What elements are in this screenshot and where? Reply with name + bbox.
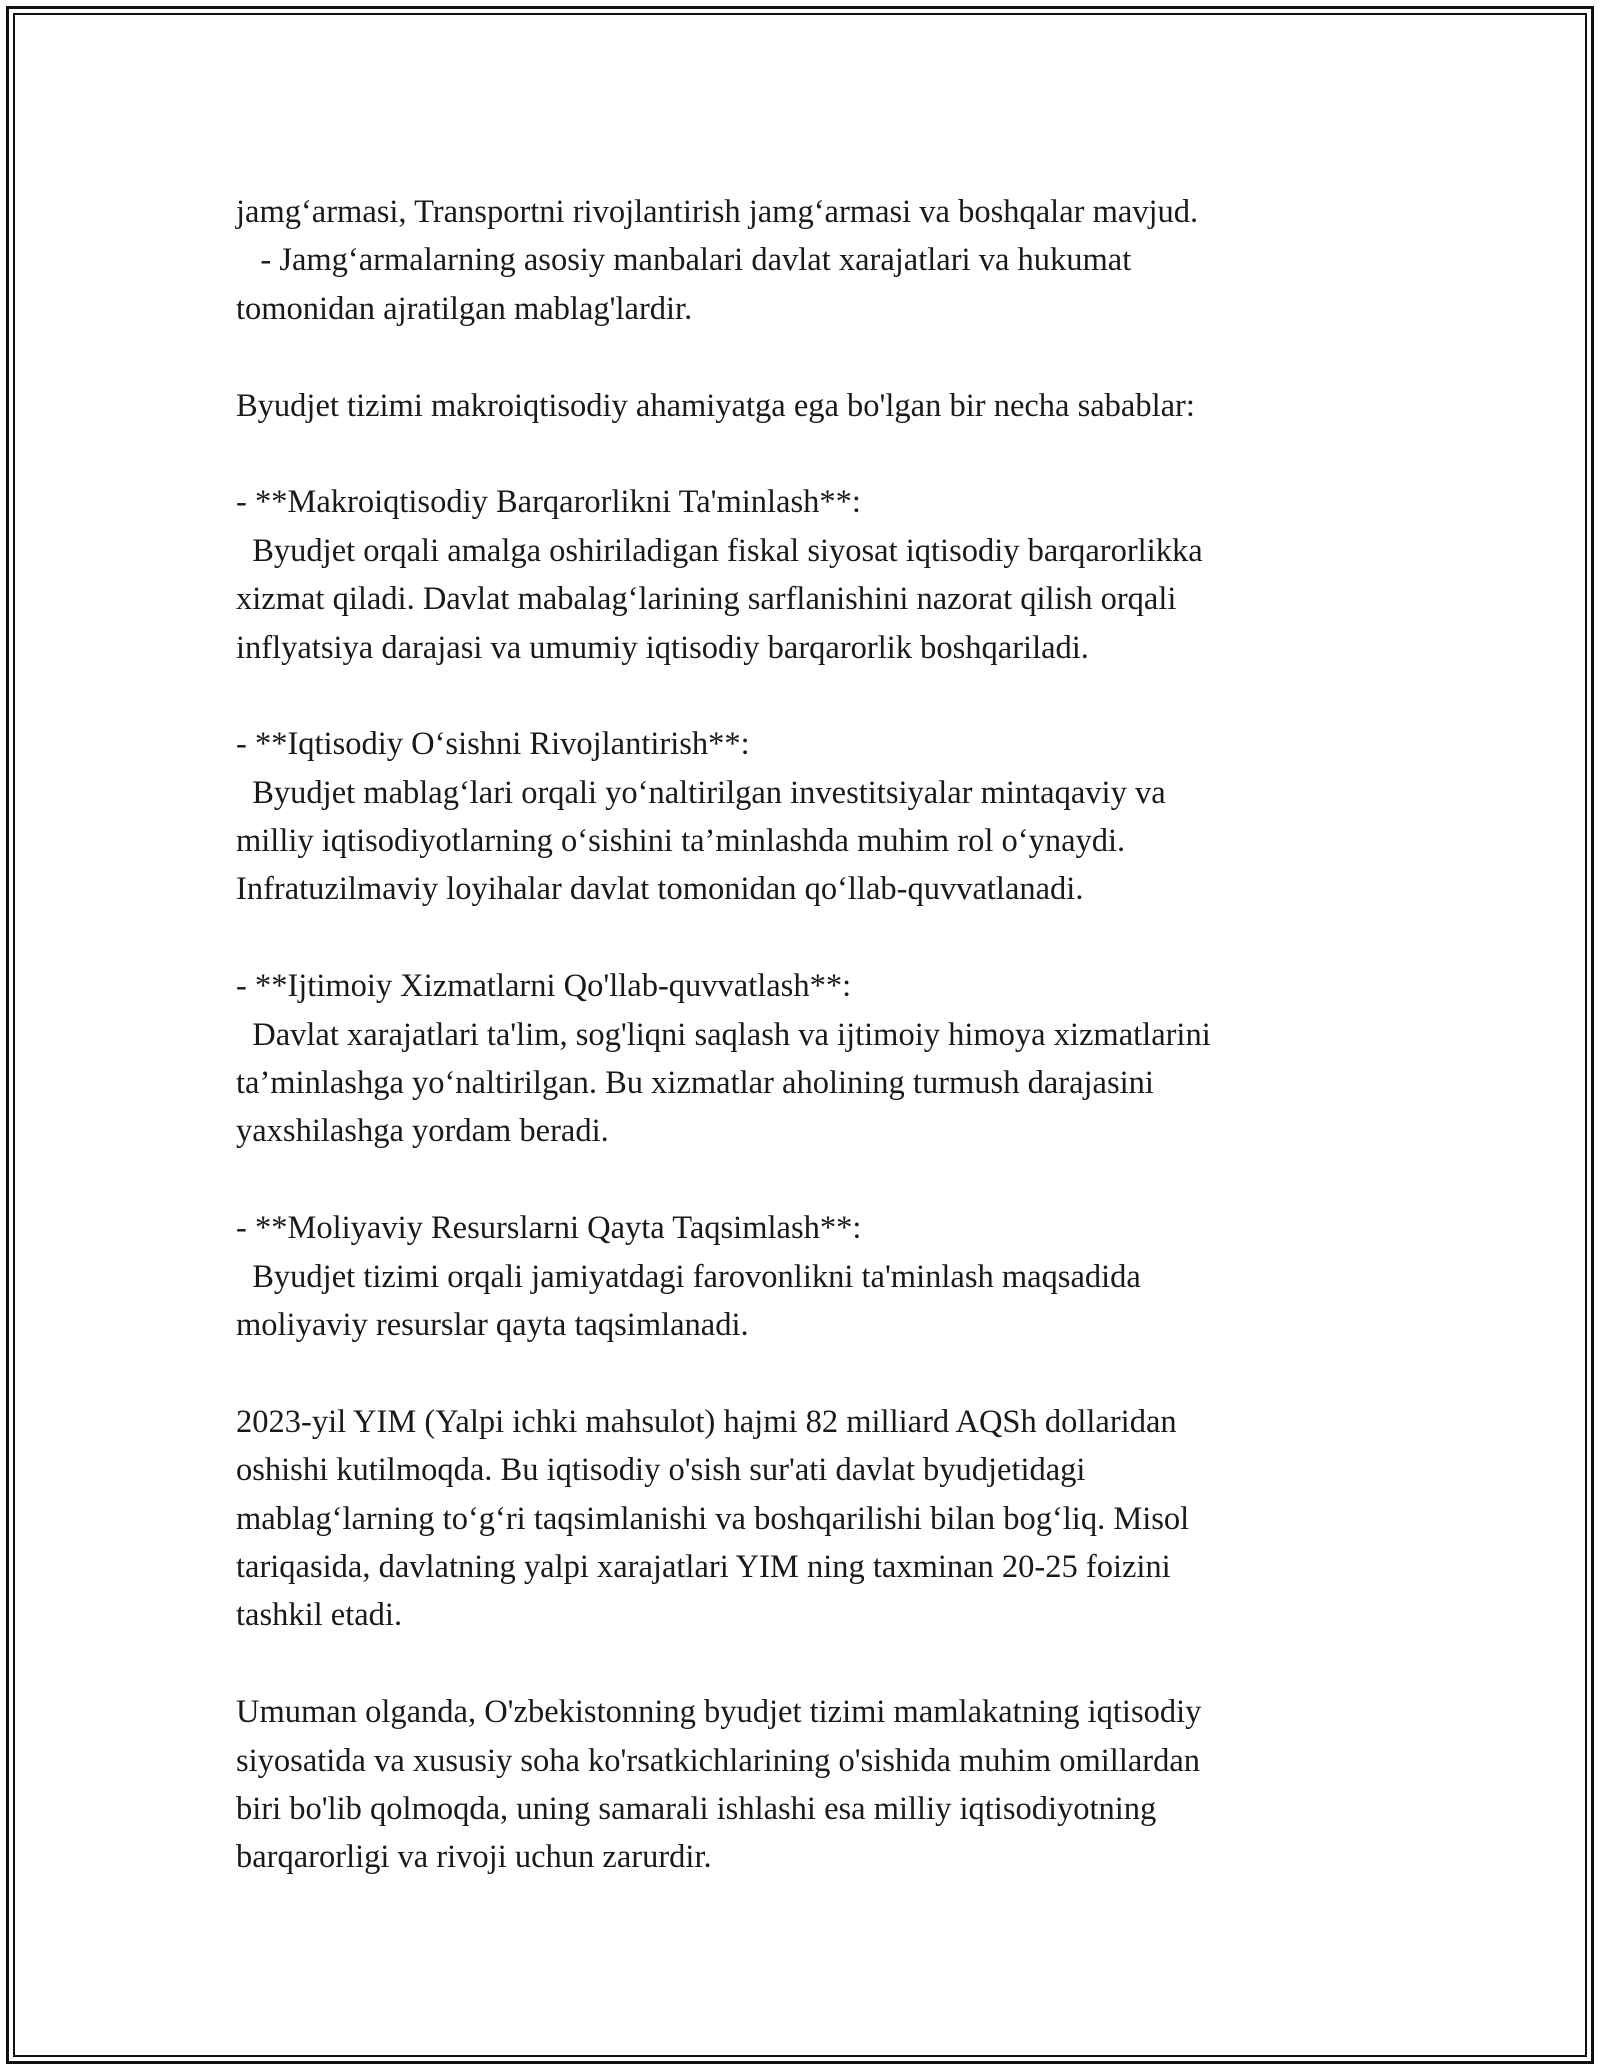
paragraph-spacer — [236, 1640, 1366, 1688]
section-economic-growth — [236, 720, 1366, 914]
paragraph-spacer — [236, 430, 1366, 478]
text-line: inflyatsiya darajasi va umumiy iqtisodiy barqarorlik boshqariladi. — [236, 629, 1089, 666]
paragraph-spacer — [236, 1349, 1366, 1397]
text-line: tomonidan ajratilgan mablag'lardir. — [236, 290, 693, 327]
paragraph-spacer — [236, 1156, 1366, 1204]
section-heading: - **Moliyaviy Resurslarni Qayta Taqsimlash**: — [236, 1210, 862, 1247]
text-line: yaxshilashga yordam beradi. — [236, 1113, 609, 1150]
text-line: Byudjet tizimi orqali jamiyatdagi farovonlikni ta'minlash maqsadida — [236, 1258, 1141, 1295]
text-line: oshishi kutilmoqda. Bu iqtisodiy o'sish sur'ati davlat byudjetidagi — [236, 1452, 1086, 1489]
section-heading: - **Iqtisodiy O‘sishni Rivojlantirish**: — [236, 726, 750, 763]
text-line: jamg‘armasi, Transportni rivojlantirish jamg‘armasi va boshqalar mavjud. — [236, 194, 1199, 230]
section-resource-redistribution — [236, 1204, 1366, 1349]
text-line: mablag‘larning to‘g‘ri taqsimlanishi va boshqarilishi bilan bog‘liq. Misol — [236, 1500, 1190, 1537]
text-line: tashkil etadi. — [236, 1597, 403, 1634]
text-line: Infratuzilmaviy loyihalar davlat tomonidan qo‘llab-quvvatlanadi. — [236, 871, 1084, 908]
section-macro-stability — [236, 478, 1366, 672]
section-social-services — [236, 962, 1366, 1156]
document-body — [236, 188, 1366, 1882]
text-line: barqarorligi va rivoji uchun zarurdir. — [236, 1839, 712, 1876]
text-line: tariqasida, davlatning yalpi xarajatlari YIM ning taxminan 20-25 foizini — [236, 1548, 1171, 1585]
conclusion-paragraph — [236, 1688, 1366, 1882]
gdp-paragraph — [236, 1398, 1366, 1640]
text-line: Umuman olganda, O'zbekistonning byudjet tizimi mamlakatning iqtisodiy — [236, 1694, 1202, 1731]
text-line: Byudjet orqali amalga oshiriladigan fiskal siyosat iqtisodiy barqarorlikka — [236, 532, 1203, 569]
text-line: Byudjet mablag‘lari orqali yo‘naltirilgan investitsiyalar mintaqaviy va — [236, 774, 1166, 811]
text-line: siyosatida va xususiy soha ko'rsatkichlarining o'sishida muhim omillardan — [236, 1742, 1201, 1779]
paragraph-spacer — [236, 672, 1366, 720]
section-heading: - **Ijtimoiy Xizmatlarni Qo'llab-quvvatlash**: — [236, 968, 852, 1005]
text-line: ta’minlashga yo‘naltirilgan. Bu xizmatlar aholining turmush darajasini — [236, 1065, 1154, 1102]
reasons-heading: Byudjet tizimi makroiqtisodiy ahamiyatga ega bo'lgan bir necha sabablar: — [236, 387, 1195, 424]
text-line: moliyaviy resurslar qayta taqsimlanadi. — [236, 1306, 749, 1343]
text-line: - Jamg‘armalarning asosiy manbalari davlat xarajatlari va hukumat — [236, 242, 1132, 279]
paragraph-spacer — [236, 333, 1366, 381]
paragraph-spacer — [236, 914, 1366, 962]
intro-paragraph — [236, 188, 1366, 333]
text-line: Davlat xarajatlari ta'lim, sog'liqni saqlash va ijtimoiy himoya xizmatlarini — [236, 1016, 1211, 1053]
section-heading: - **Makroiqtisodiy Barqarorlikni Ta'minlash**: — [236, 484, 861, 521]
text-line: 2023-yil YIM (Yalpi ichki mahsulot) hajmi 82 milliard AQSh dollaridan — [236, 1403, 1177, 1440]
text-line: xizmat qiladi. Davlat mabalag‘larining sarflanishini nazorat qilish orqali — [236, 581, 1177, 618]
text-line: milliy iqtisodiyotlarning o‘sishini ta’minlashda muhim rol o‘ynaydi. — [236, 823, 1126, 860]
text-line: biri bo'lib qolmoqda, uning samarali ishlashi esa milliy iqtisodiyotning — [236, 1790, 1157, 1827]
